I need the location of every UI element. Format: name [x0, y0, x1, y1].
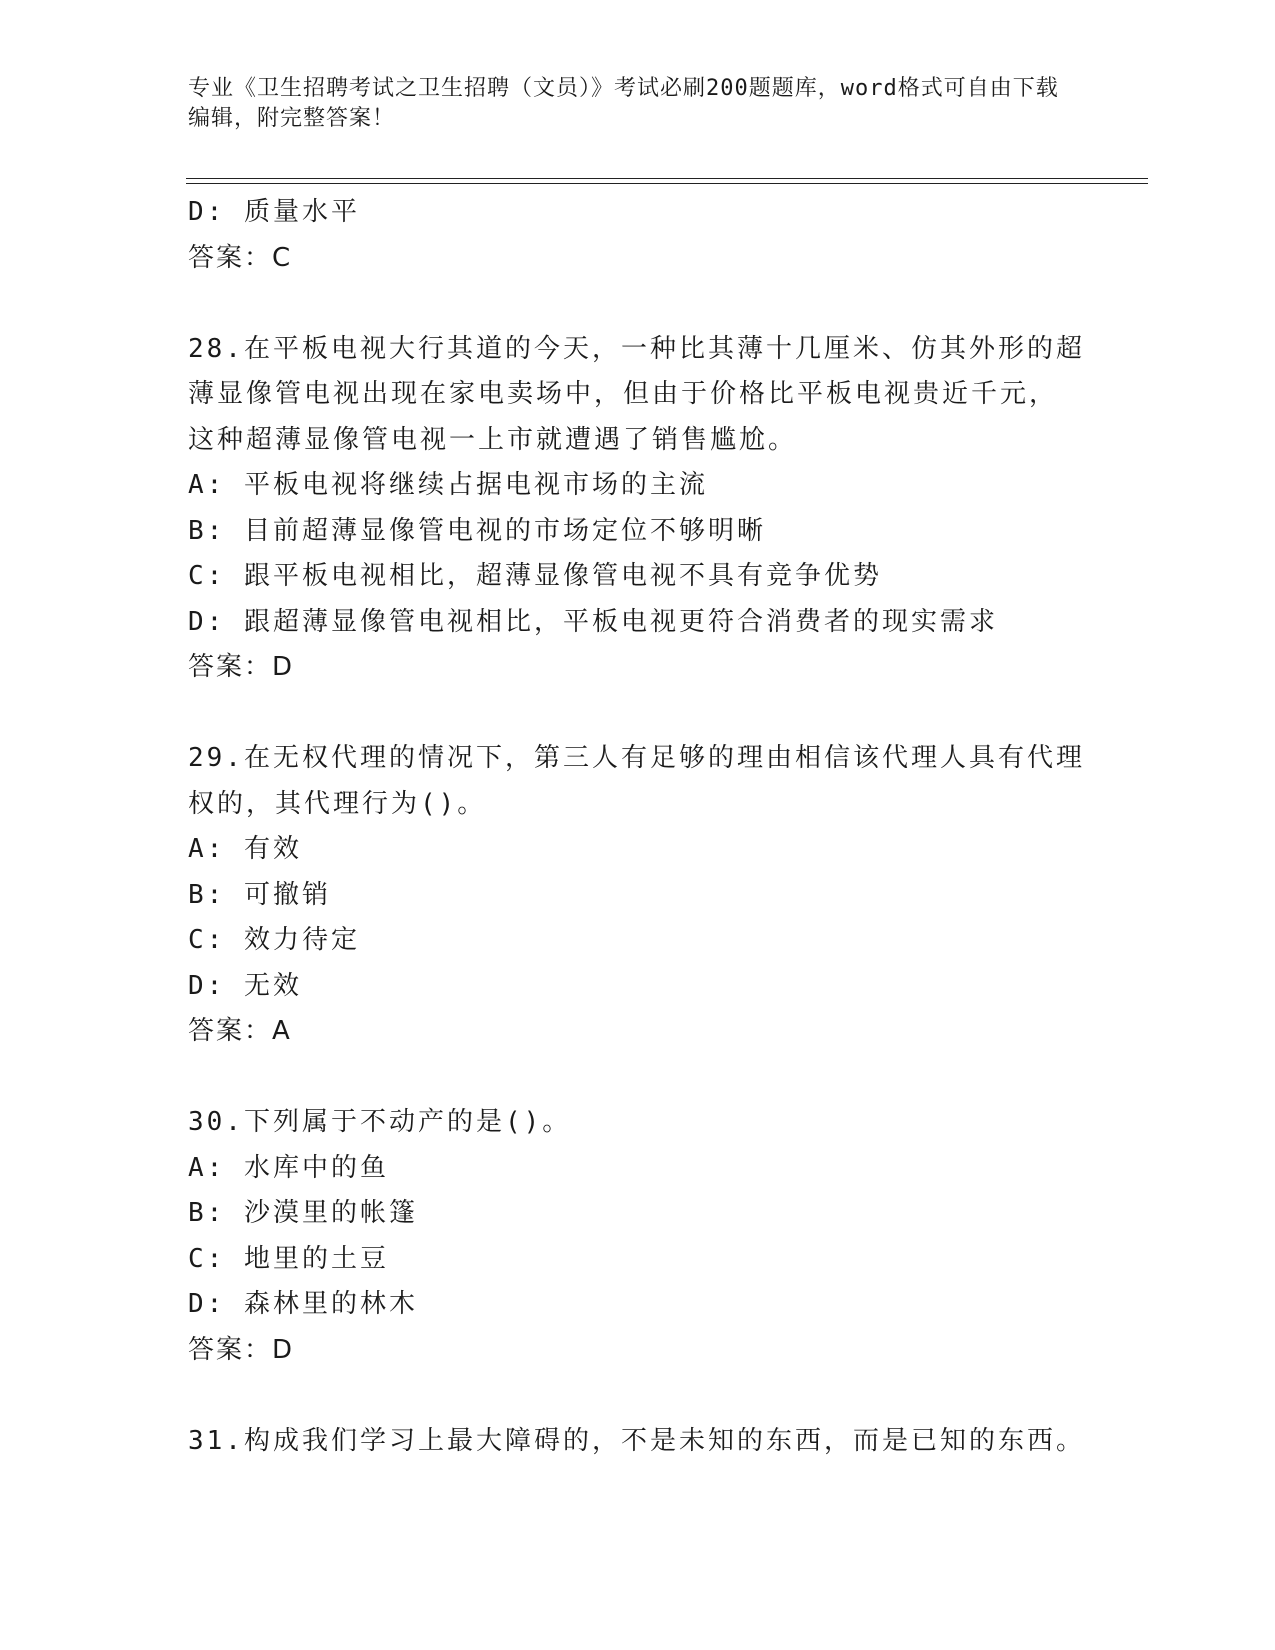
q29-option-b: B: 可撤销 [188, 879, 331, 910]
q28-option-d: D: 跟超薄显像管电视相比，平板电视更符合消费者的现实需求 [188, 606, 998, 637]
q29-option-d: D: 无效 [188, 970, 302, 1001]
q29-answer [188, 1009, 1088, 1055]
q28-answer-text: 答案：D [188, 652, 295, 682]
q29-stem-line-2: 权的，其代理行为()。 [188, 788, 487, 819]
q29-answer-text: 答案：A [188, 1016, 292, 1046]
prev-option-d: D: 质量水平 [188, 197, 360, 227]
q28-answer [188, 645, 1088, 691]
q30-option-c: C: 地里的土豆 [188, 1243, 389, 1274]
q28-stem-line-2: 薄显像管电视出现在家电卖场中，但由于价格比平板电视贵近千元， [188, 379, 1059, 409]
q28-stem-line-1: 28.在平板电视大行其道的今天，一种比其薄十几厘米、仿其外形的超 [188, 333, 1085, 364]
q28-option-a: A: 平板电视将继续占据电视市场的主流 [188, 470, 708, 500]
document-header [188, 74, 1068, 134]
q30-stem-line-1: 30.下列属于不动产的是()。 [188, 1107, 572, 1137]
q31-stem-line-1: 31.构成我们学习上最大障碍的，不是未知的东西，而是已知的东西。 [188, 1425, 1085, 1456]
spacer [188, 691, 1088, 737]
q28-option-c: C: 跟平板电视相比，超薄显像管电视不具有竞争优势 [188, 561, 882, 591]
q28-stem-line-3: 这种超薄显像管电视一上市就遭遇了销售尴尬。 [188, 424, 798, 455]
header-text: 专业《卫生招聘考试之卫生招聘（文员）》考试必刷200题题库，word格式可自由下载编辑，附完整答案！ [188, 76, 1059, 131]
q30-option-d: D: 森林里的林木 [188, 1289, 418, 1319]
q30-answer-text: 答案：D [188, 1334, 295, 1365]
q29-option-a: A: 有效 [188, 834, 302, 864]
q30-option-b: B: 沙漠里的帐篷 [188, 1198, 418, 1228]
header-rule-top [186, 178, 1148, 179]
q30-option-a: A: 水库中的鱼 [188, 1152, 389, 1183]
spacer [188, 1373, 1088, 1419]
document-body [188, 190, 1088, 1464]
q28-option-b: B: 目前超薄显像管电视的市场定位不够明晰 [188, 515, 766, 546]
prev-answer [188, 236, 1088, 282]
q29-option-c: C: 效力待定 [188, 925, 360, 955]
spacer [188, 281, 1088, 327]
q29-stem-line-1: 29.在无权代理的情况下，第三人有足够的理由相信该代理人具有代理 [188, 743, 1085, 773]
header-rule-bottom [186, 183, 1148, 184]
q30-answer [188, 1328, 1088, 1374]
prev-answer-text: 答案：C [188, 242, 293, 273]
spacer [188, 1055, 1088, 1101]
